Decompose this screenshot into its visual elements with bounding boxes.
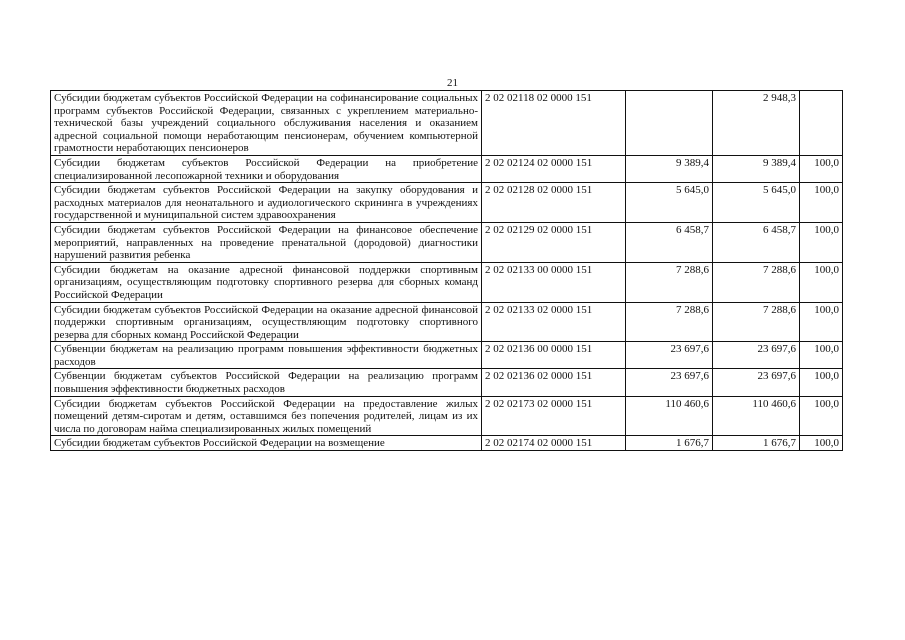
row-fact: 110 460,6 — [713, 396, 800, 436]
row-name: Субвенции бюджетам субъектов Российской Федерации на реализацию программ повышения эффективности бюджетных расходов — [51, 369, 482, 396]
table-row — [51, 91, 843, 156]
row-percent: 100,0 — [800, 369, 843, 396]
row-fact: 7 288,6 — [713, 302, 800, 342]
row-fact: 6 458,7 — [713, 222, 800, 262]
row-percent: 100,0 — [800, 302, 843, 342]
row-percent: 100,0 — [800, 222, 843, 262]
row-plan: 5 645,0 — [626, 183, 713, 223]
row-fact: 7 288,6 — [713, 262, 800, 302]
row-fact: 1 676,7 — [713, 436, 800, 451]
row-name: Субсидии бюджетам субъектов Российской Федерации на предоставление жилых помещений детям-сиротам и детям, оставшимся без попечения родителей, лицам из их числа по договорам найма специализированных жилых помещений — [51, 396, 482, 436]
row-name: Субвенции бюджетам на реализацию программ повышения эффективности бюджетных расходов — [51, 342, 482, 369]
row-plan: 23 697,6 — [626, 342, 713, 369]
row-plan: 7 288,6 — [626, 302, 713, 342]
row-percent: 100,0 — [800, 396, 843, 436]
row-percent: 100,0 — [800, 436, 843, 451]
table-row — [51, 396, 843, 436]
row-plan: 1 676,7 — [626, 436, 713, 451]
row-plan: 7 288,6 — [626, 262, 713, 302]
row-code: 2 02 02128 02 0000 151 — [482, 183, 626, 223]
table-row — [51, 183, 843, 223]
row-plan: 23 697,6 — [626, 369, 713, 396]
row-name: Субсидии бюджетам субъектов Российской Федерации на приобретение специализированной лесопожарной техники и оборудования — [51, 155, 482, 182]
row-plan — [626, 91, 713, 156]
row-percent: 100,0 — [800, 155, 843, 182]
row-code: 2 02 02133 02 0000 151 — [482, 302, 626, 342]
row-fact: 23 697,6 — [713, 342, 800, 369]
table-row — [51, 302, 843, 342]
row-plan: 110 460,6 — [626, 396, 713, 436]
row-fact: 23 697,6 — [713, 369, 800, 396]
row-percent: 100,0 — [800, 183, 843, 223]
row-name: Субсидии бюджетам субъектов Российской Федерации на оказание адресной финансовой поддержки спортивным организациям, осуществляющим подготовку спортивного резерва для сборных команд Российской Федерации — [51, 302, 482, 342]
table-row — [51, 262, 843, 302]
row-name: Субсидии бюджетам субъектов Российской Федерации на софинансирование социальных программ субъектов Российской Федерации, связанных с укреплением материально-технической базы учреждений социального обслуживания населения и оказанием адресной социальной помощи неработающим пенсионерам, обучением компьютерной грамотности неработающих пенсионеров — [51, 91, 482, 156]
table-row — [51, 222, 843, 262]
row-code: 2 02 02174 02 0000 151 — [482, 436, 626, 451]
row-percent: 100,0 — [800, 342, 843, 369]
row-fact: 9 389,4 — [713, 155, 800, 182]
table-row — [51, 155, 843, 182]
row-plan: 6 458,7 — [626, 222, 713, 262]
row-fact: 5 645,0 — [713, 183, 800, 223]
page-number: 21 — [447, 77, 458, 89]
row-code: 2 02 02173 02 0000 151 — [482, 396, 626, 436]
table-row — [51, 369, 843, 396]
row-name: Субсидии бюджетам на оказание адресной финансовой поддержки спортивным организациям, осуществляющим подготовку спортивного резерва для сборных команд Российской Федерации — [51, 262, 482, 302]
budget-table — [50, 90, 843, 451]
row-percent: 100,0 — [800, 262, 843, 302]
row-code: 2 02 02118 02 0000 151 — [482, 91, 626, 156]
row-percent — [800, 91, 843, 156]
row-fact: 2 948,3 — [713, 91, 800, 156]
table-row — [51, 436, 843, 451]
row-plan: 9 389,4 — [626, 155, 713, 182]
row-code: 2 02 02124 02 0000 151 — [482, 155, 626, 182]
row-name: Субсидии бюджетам субъектов Российской Федерации на возмещение — [51, 436, 482, 451]
row-code: 2 02 02136 00 0000 151 — [482, 342, 626, 369]
table-row — [51, 342, 843, 369]
row-code: 2 02 02133 00 0000 151 — [482, 262, 626, 302]
row-name: Субсидии бюджетам субъектов Российской Федерации на финансовое обеспечение мероприятий, направленных на проведение пренатальной (дородовой) диагностики нарушений развития ребенка — [51, 222, 482, 262]
row-code: 2 02 02136 02 0000 151 — [482, 369, 626, 396]
row-name: Субсидии бюджетам субъектов Российской Федерации на закупку оборудования и расходных материалов для неонатального и аудиологического скрининга в учреждениях государственной и муниципальной систем здравоохранения — [51, 183, 482, 223]
row-code: 2 02 02129 02 0000 151 — [482, 222, 626, 262]
